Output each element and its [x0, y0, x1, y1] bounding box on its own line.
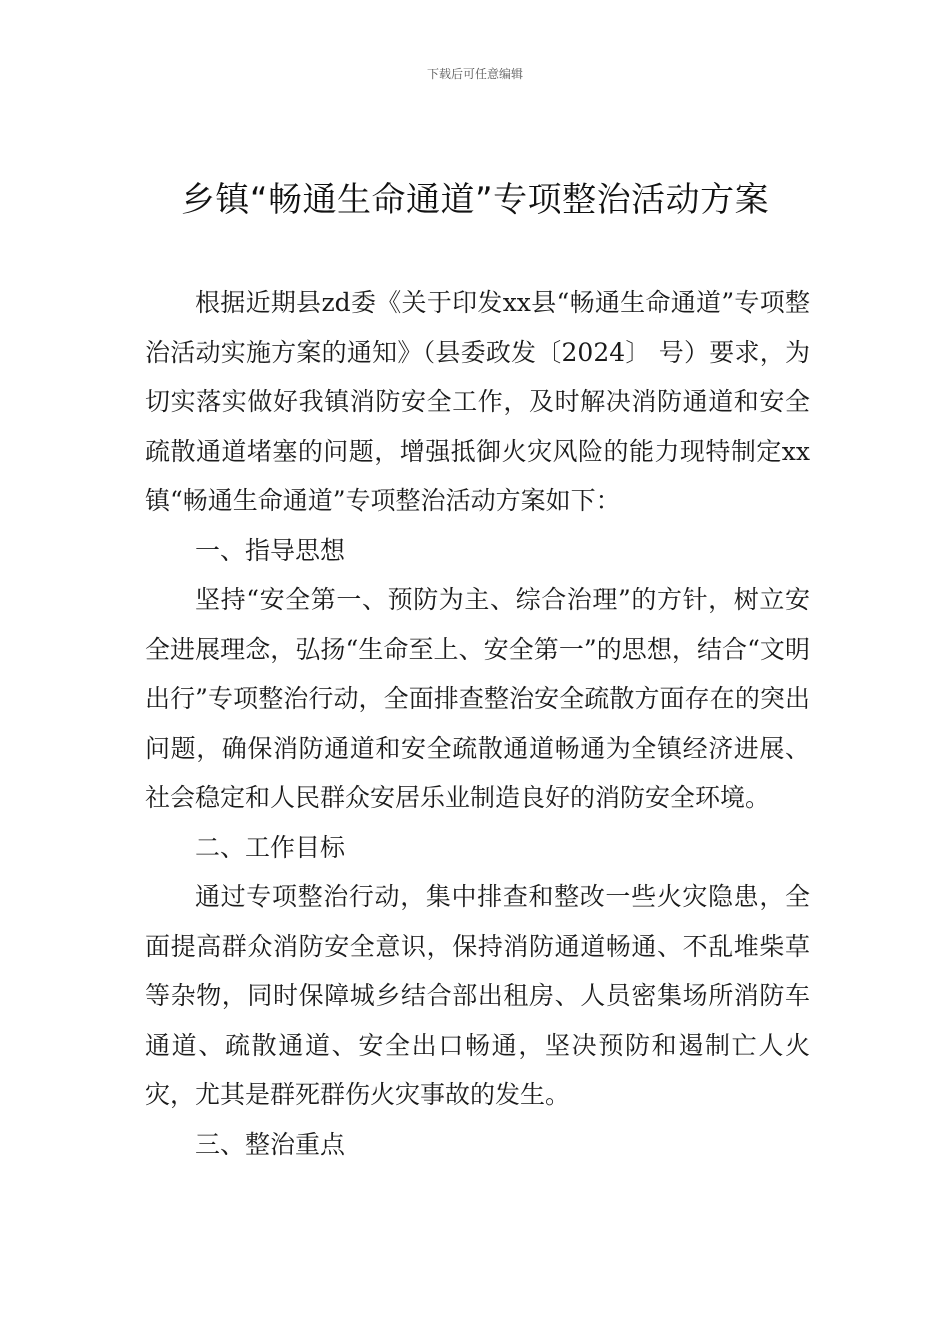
document-title: 乡镇“畅通生命通道”专项整治活动方案 — [180, 180, 770, 220]
document-body — [145, 278, 810, 1169]
work-goals-paragraph: 通过专项整治行动，集中排查和整改一些火灾隐患，全面提高群众消防安全意识，保持消防通道畅通、不乱堆柴草等杂物，同时保障城乡结合部出租房、人员密集场所消防车通道、疏散通道、安全出口畅通，坚决预防和遏制亡人火灾，尤其是群死群伤火灾事故的发生。 — [145, 882, 810, 1109]
section-heading-key-focus: 三、整治重点 — [195, 1129, 346, 1159]
section-heading-guiding-ideology: 一、指导思想 — [195, 535, 346, 565]
header-note: 下载后可任意编辑 — [426, 67, 523, 81]
guiding-ideology-paragraph: 坚持“安全第一、预防为主、综合治理”的方针，树立安全进展理念，弘扬“生命至上、安全第一”的思想，结合“文明出行”专项整治行动，全面排查整治安全疏散方面存在的突出问题，确保消防通道和安全疏散通道畅通为全镇经济进展、社会稳定和人民群众安居乐业制造良好的消防安全环境。 — [145, 585, 810, 812]
section-heading-work-goals: 二、工作目标 — [195, 832, 346, 862]
intro-paragraph: 根据近期县zd委《关于印发xx县“畅通生命通道”专项整治活动实施方案的通知》（县委政发〔2024〕 号）要求，为切实落实做好我镇消防安全工作，及时解决消防通道和安全疏散通道堵塞的问题，增强抵御火灾风险的能力现特制定xx镇“畅通生命通道”专项整治活动方案如下： — [145, 288, 810, 515]
